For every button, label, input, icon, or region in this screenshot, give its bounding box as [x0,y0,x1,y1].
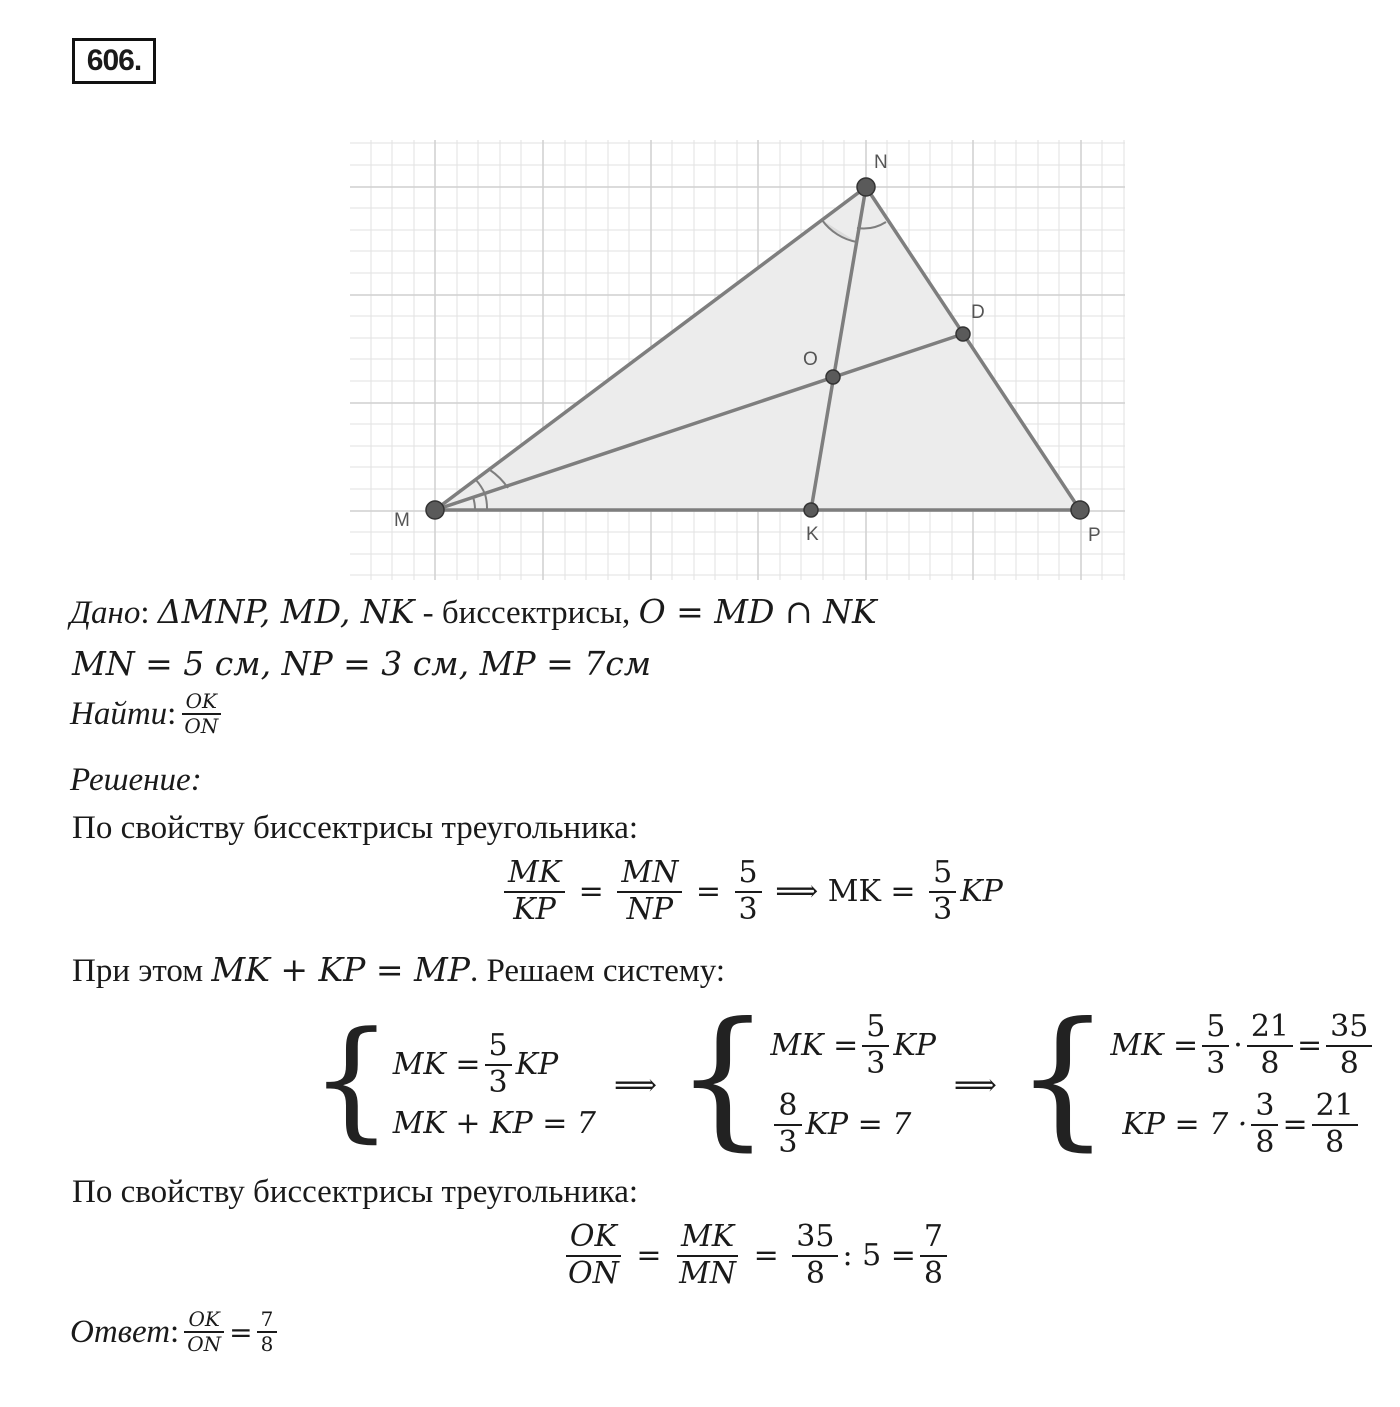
equation-1: $\frac{MK}{KP}$ = $\frac{MN}{NP}$ = $\frac{5}{3}$ ⟹ MK = $\frac{5}{3}$ KP [500,856,1003,927]
system-of-equations: { MK = $\frac{5}{3}$ KP MK + KP = 7 ⟹ { MK = $\frac{5}{3}$ KP $\frac{8}{3}$ KP = 7 ⟹ { MK = $\frac{5}{3}$ · $\frac{21}{8}$ = $\frac{35}{8}$ KP = 7 · $\frac{3}{8}$ = $\frac{21}{8}$ [310,1000,1376,1170]
point-d [956,327,970,341]
step2-line: При этом MK + KP = MP. Решаем систему: [72,950,726,989]
find-line: Найти : $\frac{OK}{ON}$ [70,690,226,738]
given-line-2: MN = 5 см, NP = 3 см, MP = 7см [72,644,652,683]
step1-text: По свойству биссектрисы треугольника: [72,810,639,846]
find-fraction: $\frac{OK}{ON}$ [180,690,222,738]
given-line-1: Дано: ΔMNP, MD, NK - биссектрисы, O = MD ∩ NK [70,592,877,631]
triangle-figure [345,135,1130,585]
solution-label: Решение: [70,762,202,798]
equation-2: $\frac{OK}{ON}$ = $\frac{MK}{MN}$ = $\frac{35}{8}$ : 5 = $\frac{7}{8}$ [560,1220,951,1291]
given-intersection: O = MD ∩ NK [638,592,877,631]
step3-text: По свойству биссектрисы треугольника: [72,1174,639,1210]
point-m [426,501,444,519]
point-o [826,370,840,384]
point-k [804,503,818,517]
label-m: M [394,510,410,531]
label-p: P [1088,525,1101,546]
label-o: O [803,349,818,370]
label-k: K [806,524,819,545]
point-p [1071,501,1089,519]
find-label: Найти [70,695,168,732]
point-n [857,178,875,196]
given-triangle: ΔMNP, MD, NK [157,592,415,631]
given-text: - биссектрисы, [414,595,639,631]
answer-label: Ответ [70,1313,171,1350]
problem-number: 606. [72,38,156,84]
label-d: D [971,302,985,323]
answer-line: Ответ : $\frac{OK}{ON}$ = $\frac{7}{8}$ [70,1308,281,1356]
given-label: Дано [70,595,141,631]
label-n: N [874,152,888,173]
